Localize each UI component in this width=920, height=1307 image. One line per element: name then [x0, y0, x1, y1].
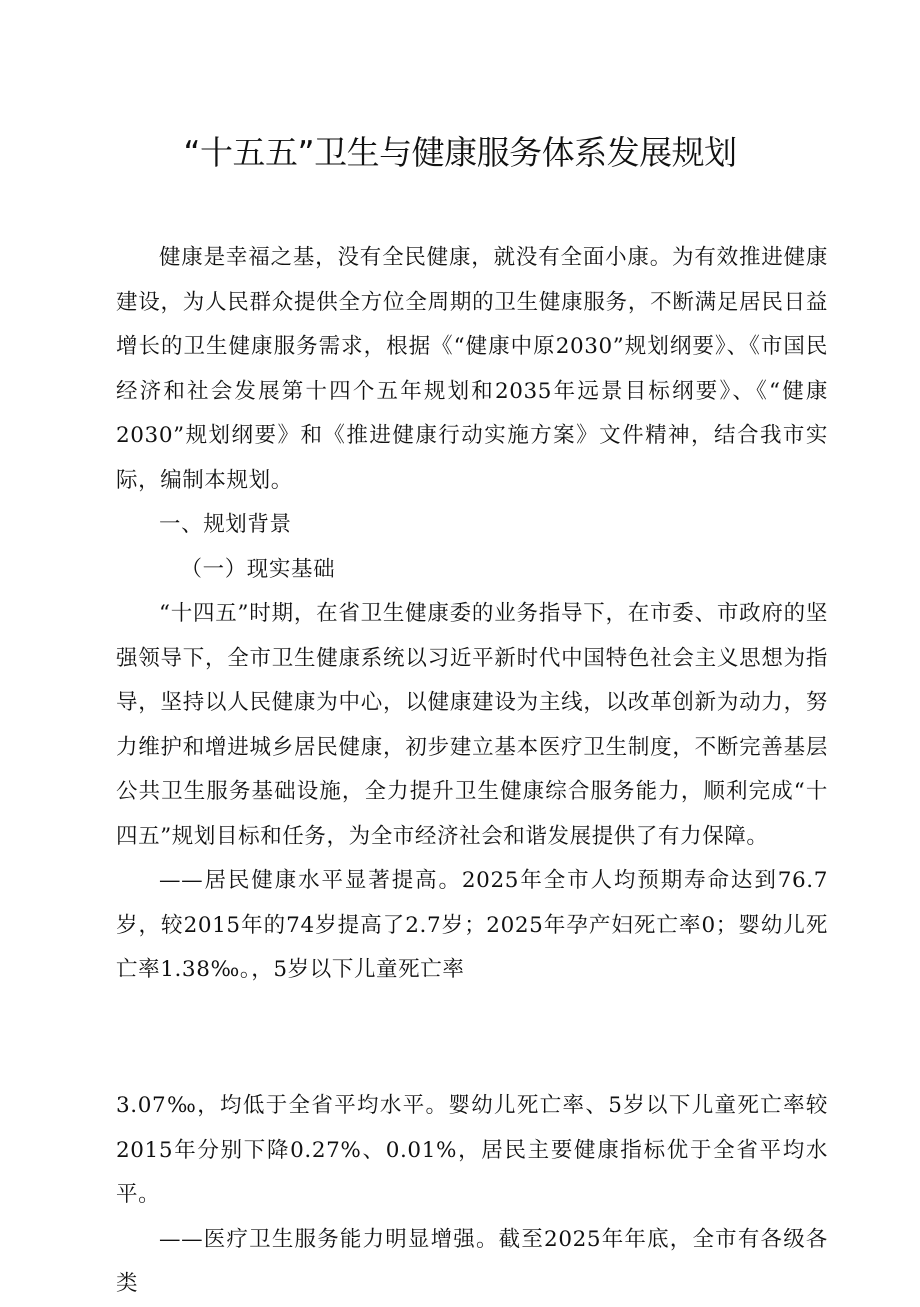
body-text-block-1: [116, 236, 828, 993]
foundation-paragraph: “十四五”时期，在省卫生健康委的业务指导下，在市委、市政府的坚强领导下，全市卫生健康系统以习近平新时代中国特色社会主义思想为指导，坚持以人民健康为中心，以健康建设为主线，以改革创新为动力，努力维护和增进城乡居民健康，初步建立基本医疗卫生制度，不断完善基层公共卫生服务基础设施，全力提升卫生健康综合服务能力，顺利完成“十四五”规划目标和任务，为全市经济社会和谐发展提供了有力保障。: [116, 601, 828, 849]
intro-paragraph: 健康是幸福之基，没有全民健康，就没有全面小康。为有效推进健康建设，为人民群众提供全方位全周期的卫生健康服务，不断满足居民日益增长的卫生健康服务需求，根据《“健康中原2030”规划纲要》、《市国民经济和社会发展第十四个五年规划和2035年远景目标纲要》、《“健康2030”规划纲要》和《推进健康行动实施方案》文件精神，结合我市实际，编制本规划。: [116, 245, 828, 493]
body-text-block-2: [116, 1084, 828, 1307]
service-capacity-paragraph: ——医疗卫生服务能力明显增强。截至2025年年底，全市有各级各类: [116, 1226, 828, 1296]
subsection-heading-foundation: （一）现实基础: [180, 556, 336, 582]
health-level-paragraph-continued: 3.07‰，均低于全省平均水平。婴幼儿死亡率、5岁以下儿童死亡率较2015年分别下降0.27%、0.01%，居民主要健康指标优于全省平均水平。: [116, 1093, 828, 1207]
health-level-paragraph: ——居民健康水平显著提高。2025年全市人均预期寿命达到76.7岁，较2015年的74岁提高了2.7岁；2025年孕产妇死亡率0；婴幼儿死亡率1.38‰。，5岁以下儿童死亡率: [116, 868, 828, 982]
section-heading-background: 一、规划背景: [159, 512, 292, 537]
document-title: “十五五”卫生与健康服务体系发展规划: [183, 133, 737, 172]
